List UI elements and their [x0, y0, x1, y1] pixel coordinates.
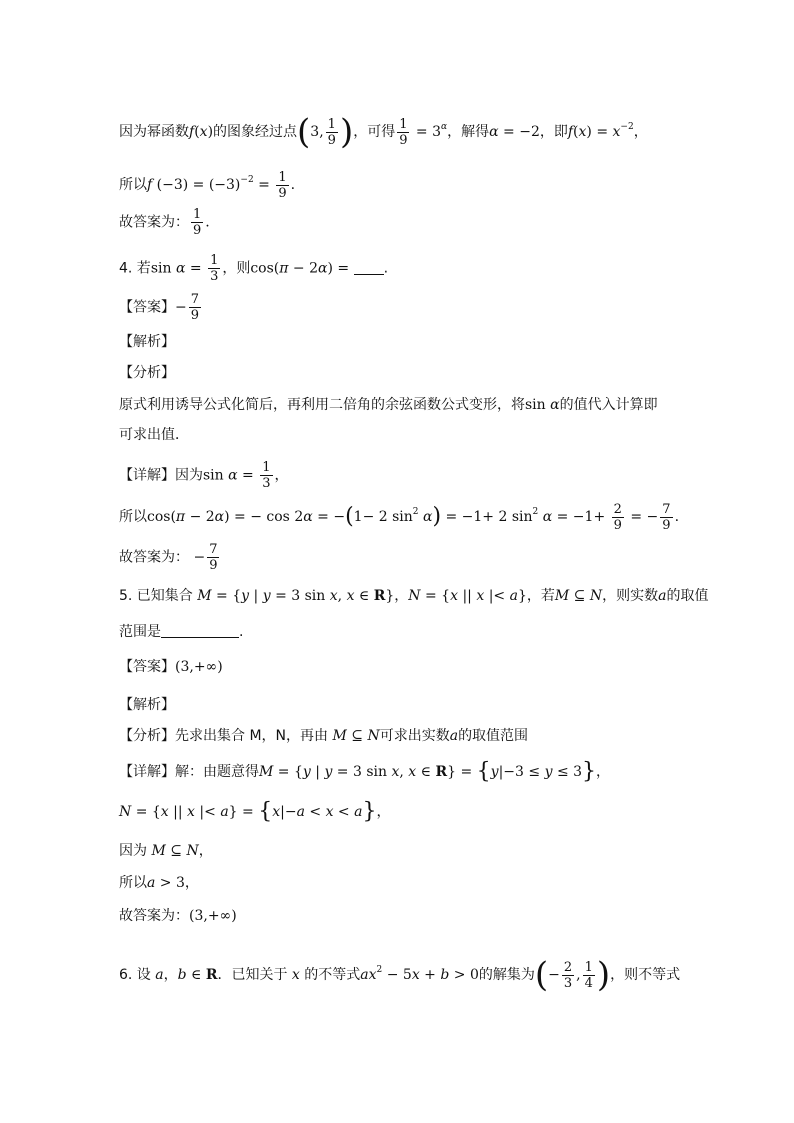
detail-5-result: 所以a > 3， [119, 875, 199, 891]
detail-4: 【详解】因为sin α = $\frac{1}{3}$ ， [119, 460, 289, 491]
fraction: $\frac{1}{9}$ [327, 116, 336, 148]
answer-blank [161, 623, 239, 638]
answer-5-final: 故答案为：(3,+∞) [119, 908, 237, 924]
answer-4: 【答案】− $\frac{7}{9}$ [119, 292, 200, 323]
answer-4-final: 故答案为： − $\frac{7}{9}$ [119, 542, 218, 573]
question-5-cont: 范围是 . [119, 624, 244, 640]
detail-5-n: N = {x || x |< a} = {x|−a < x < a}， [119, 799, 391, 824]
analysis-5: 【分析】先求出集合 M，N，再由 M ⊆ N可求出实数a的取值范围 [119, 728, 529, 744]
line-result: 所以f $(-3) = (-3)^{-2}$ = $\frac{1}{9}$ . [119, 169, 296, 201]
detail-5: 【详解】解：由题意得M = {y | y = 3 sin x, x ∈ R} = {y|−3 ≤ y ≤ 3}， [119, 759, 611, 784]
answer-blank [354, 260, 384, 275]
question-6: 6. 设 a，b ∈ R．已知关于 x 的不等式$ax^2 - 5x + b > 0$的解集为(− $\frac{2}{3}$ , $\frac{1}{4}$ )，则不等式 [119, 955, 681, 995]
answer-5: 【答案】(3,+∞) [119, 659, 223, 675]
analysis-text-2: 可求出值． [119, 427, 189, 443]
line-answer-3: 故答案为： $\frac{1}{9}$ . [119, 207, 210, 238]
section-jiexi-5: 【解析】 [119, 697, 175, 713]
analysis-text: 原式利用诱导公式化简后，再利用二倍角的余弦函数公式变形，将sin α的值代入计算即 [119, 397, 658, 413]
detail-5-subset: 因为 M ⊆ N， [119, 843, 213, 859]
line-power-function: 因为幂函数f(x)的图象经过点(3, $\frac{1}{9}$ )，可得 $\frac{1}{9}$ = $3^\alpha$，解得α = −2，即$f(x) = x^{-2}$， [119, 112, 648, 152]
section-fenxi: 【分析】 [119, 365, 175, 381]
section-jiexi: 【解析】 [119, 334, 175, 350]
question-4: 4. 若sin α = $\frac{1}{3}$ ，则cos(π − 2α) = . [119, 253, 389, 284]
detail-4-calc: 所以cos(π − 2α) = − cos 2α = −(1− 2 $\sin^2 \alpha) = -1+ 2$ $\sin^2 \alpha = -1+$ $\frac{2}{9}$ = − $\frac{7}{9}$ . [119, 501, 680, 533]
question-5: 5. 已知集合 M = {y | y = 3 sin x, x ∈ R}，N = {x || x |< a}，若M ⊆ N，则实数a的取值 [119, 588, 709, 604]
math: f [189, 124, 195, 140]
